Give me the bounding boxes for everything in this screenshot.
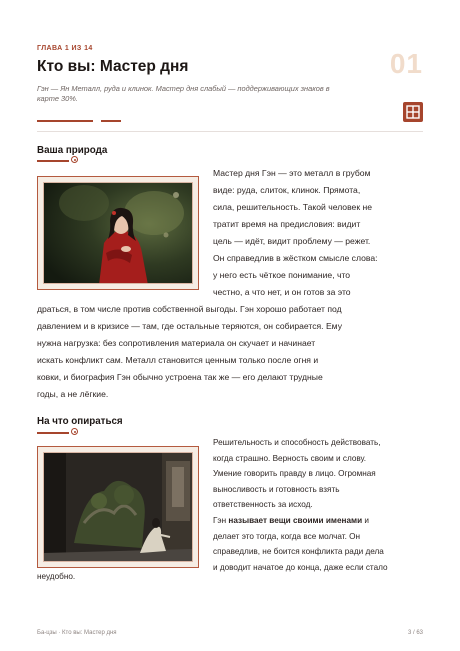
subtitle-line: карте 30%.	[37, 94, 78, 103]
text-line	[213, 513, 388, 529]
text-line: делает это тогда, когда все молчат. Он	[213, 531, 361, 541]
photo-woman-in-red	[43, 182, 193, 284]
text-line: честно, а что нет, и он готов за это	[213, 287, 351, 297]
section1-text-right	[213, 165, 378, 301]
text-span: Гэн	[213, 516, 229, 525]
section1-text-full	[37, 301, 342, 403]
footer-book-title: Ба-цзы · Кто вы: Мастер дня	[37, 630, 117, 636]
text-line: драться, в том числе против собственной выгоды. Гэн хорошо работает под	[37, 304, 342, 314]
text-line: выносливость и готовность взять	[213, 484, 340, 494]
page-title: Кто вы: Мастер дня	[37, 58, 189, 75]
grid-button[interactable]	[403, 102, 423, 122]
chapter-number: 01	[389, 48, 423, 79]
chapter-label: ГЛАВА 1 ИЗ 14	[37, 45, 93, 52]
text-line: давлением и в кризисе — там, где остальные теряются, он собирается. Ему	[37, 321, 342, 331]
text-line: нужна нагрузка: без сопротивления материала он скучает и начинает	[37, 338, 316, 348]
footer-page-number: 3 / 63	[407, 630, 423, 636]
grid-icon	[403, 102, 423, 122]
text-line: у него есть чёткое понимание, что	[213, 270, 351, 280]
photo-garden-scene	[43, 452, 193, 562]
text-line: искать конфликт сам. Металл становится ценным только после огня и	[37, 355, 319, 365]
text-line: Решительность и способность действовать,	[213, 438, 381, 447]
text-line: и доводит начатое до конца, даже если стало	[213, 562, 388, 572]
text-line: справедлив, не боится конфликта ради дела	[213, 547, 384, 556]
text-line: Он справедлив в жёстком смысле слова:	[213, 253, 378, 263]
photo-frame-woman	[37, 176, 199, 290]
section2-paragraph1	[213, 435, 381, 513]
title-accent-rule-short	[101, 120, 121, 122]
text-line: Умение говорить правду в лицо. Огромная	[213, 469, 376, 478]
circle-dot-icon	[71, 156, 78, 163]
photo-frame-garden	[37, 446, 199, 568]
text-line: тратит время на предисловия: видит	[213, 219, 361, 229]
text-line: цель — идёт, видит проблему — режет.	[213, 236, 371, 246]
section-title-support: На что опираться	[37, 416, 123, 427]
section-rule	[37, 160, 69, 162]
text-line: когда страшно. Верность своим и слову.	[213, 453, 367, 463]
text-line: виде: руда, слиток, клинок. Прямота,	[213, 185, 361, 195]
text-line: сила, решительность. Такой человек не	[213, 202, 373, 212]
section2-paragraph2	[213, 513, 388, 575]
section2-last-line	[37, 569, 75, 585]
circle-dot-icon	[71, 428, 78, 435]
text-line: годы, а не лёгкие.	[37, 389, 109, 399]
title-accent-rule	[37, 120, 93, 122]
text-line: ответственность за исход.	[213, 500, 313, 509]
text-span: и	[362, 516, 369, 525]
section-title-nature: Ваша природа	[37, 145, 108, 156]
text-line: неудобно.	[37, 572, 76, 581]
bold-phrase: называет вещи своими именами	[228, 516, 363, 525]
text-line: ковки, и биография Гэн обычно устроена так же — его делают трудные	[37, 372, 323, 382]
header-divider	[37, 131, 423, 132]
section-rule	[37, 432, 69, 434]
text-line: Мастер дня Гэн — это металл в грубом	[213, 168, 371, 178]
subtitle	[37, 84, 387, 104]
subtitle-line: Гэн — Ян Металл, руда и клинок. Мастер дня слабый — поддерживающих знаков в	[37, 84, 330, 93]
